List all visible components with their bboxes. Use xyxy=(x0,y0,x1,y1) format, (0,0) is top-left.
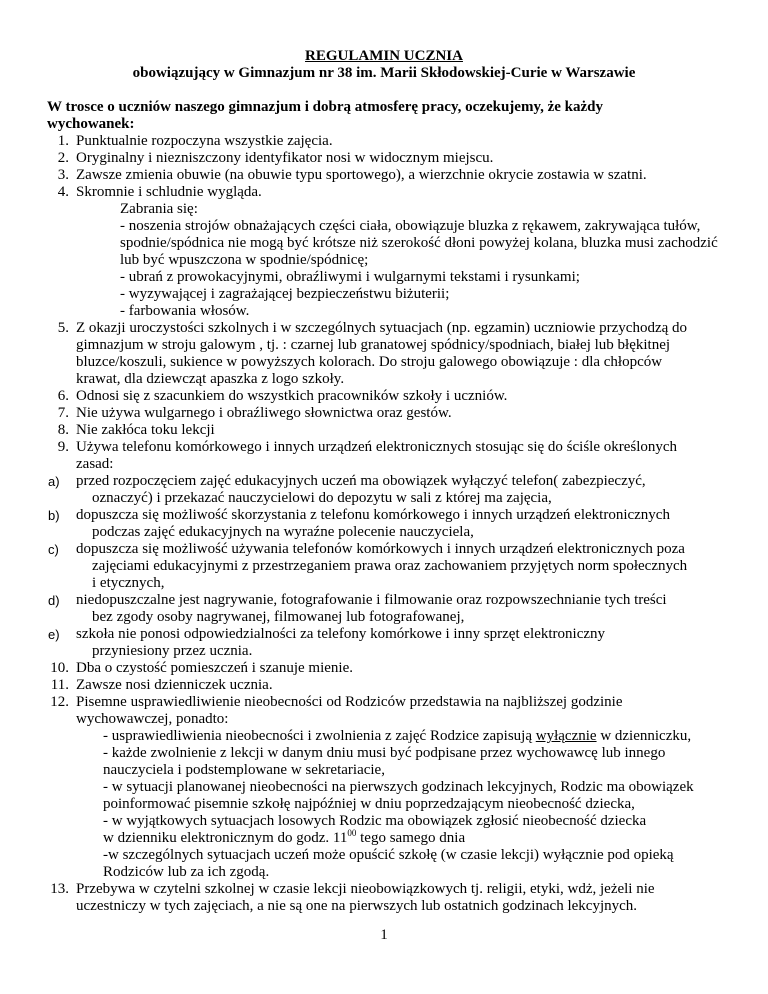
rule-line: bluzce/koszuli, sukience w powyższych kolorach. Do stroju galowego obowiązuje : dla chłopców xyxy=(76,354,663,370)
rule-line: Skromnie i schludnie wygląda. xyxy=(76,184,262,200)
rule-line: przed rozpoczęciem zajęć edukacyjnych uczeń ma obowiązek wyłączyć telefon( zabezpieczyć, xyxy=(76,473,646,489)
rule-line xyxy=(76,830,737,847)
rule-line: Zawsze nosi dzienniczek ucznia. xyxy=(76,677,273,693)
rule-line: nauczyciela i podstemplowane w sekretariacie, xyxy=(103,762,385,778)
rule-line: - w wyjątkowych sytuacjach losowych Rodzic ma obowiązek zgłosić nieobecność dziecka xyxy=(103,813,647,829)
lettered-item xyxy=(48,473,737,507)
rule-line: - w sytuacji planowanej nieobecności na pierwszych godzinach lekcyjnych, Rodzic ma obowiązek xyxy=(103,779,694,795)
rule-line: Używa telefonu komórkowego i innych urządzeń elektronicznych stosując się do ściśle określonych xyxy=(76,439,678,455)
rule-line: Punktualnie rozpoczyna wszystkie zajęcia. xyxy=(76,133,333,149)
rule-item xyxy=(47,133,737,150)
rule-line: szkoła nie ponosi odpowiedzialności za telefony komórkowe i inny sprzęt elektroniczny xyxy=(76,626,606,642)
rule-line: poinformować pisemnie szkołę najpóźniej w dniu poprzedzającym nieobecność dziecka, xyxy=(103,796,635,812)
rule-line: Dba o czystość pomieszczeń i szanuje mienie. xyxy=(76,660,353,676)
rule-line: - każde zwolnienie z lekcji w danym dniu musi być podpisane przez wychowawcę lub innego xyxy=(103,745,666,761)
rule-item xyxy=(47,881,737,915)
rule-line: dopuszcza się możliwość używania telefonów komórkowych i innych urządzeń elektronicznych poza xyxy=(76,541,685,557)
document-title: REGULAMIN UCZNIA xyxy=(305,48,463,64)
rule-number: 7. xyxy=(57,405,69,421)
document-subtitle: obowiązujący w Gimnazjum nr 38 im. Marii Skłodowskiej-Curie w Warszawie xyxy=(132,65,636,81)
rule-line: Z okazji uroczystości szkolnych i w szczególnych sytuacjach (np. egzamin) uczniowie przychodzą do xyxy=(76,320,688,336)
rule-number: 10. xyxy=(50,660,69,676)
rule-line: podczas zajęć edukacyjnych na wyraźne polecenie nauczyciela, xyxy=(92,524,474,540)
rule-line: Oryginalny i niezniszczony identyfikator nosi w widocznym miejscu. xyxy=(76,150,494,166)
superscript: 00 xyxy=(347,828,357,838)
rule-item xyxy=(47,150,737,167)
rule-line: lub być wpuszczona w spodnie/spódnicę; xyxy=(120,252,369,268)
lettered-item xyxy=(48,507,737,541)
page-number: 1 xyxy=(380,927,388,943)
rule-line: bez zgody osoby nagrywanej, filmowanej lub fotografowanej, xyxy=(92,609,465,625)
rule-number: 5. xyxy=(57,320,69,336)
rule-item xyxy=(47,677,737,694)
rule-item xyxy=(47,167,737,184)
lettered-item xyxy=(48,592,737,626)
rule-number: 2. xyxy=(57,150,69,166)
lettered-list xyxy=(48,473,737,660)
rule-item xyxy=(47,184,737,320)
rule-line: - noszenia strojów obnażających części ciała, obowiązuje bluzka z rękawem, zakrywająca tułów, xyxy=(120,218,701,234)
rule-line: dopuszcza się możliwość skorzystania z telefonu komórkowego i innych urządzeń elektronicznych xyxy=(76,507,670,523)
rule-line: krawat, dla dziewcząt apaszka z logo szkoły. xyxy=(76,371,345,387)
rule-line: - farbowania włosów. xyxy=(120,303,250,319)
text-segment: - usprawiedliwienia nieobecności i zwolnienia z zajęć Rodzice zapisują xyxy=(103,728,536,744)
rule-number: 4. xyxy=(57,184,69,200)
letter-label: a) xyxy=(48,474,60,489)
rule-line: oznaczyć) i przekazać nauczycielowi do depozytu w sali z której ma zajęcia, xyxy=(92,490,552,506)
rule-line: Odnosi się z szacunkiem do wszystkich pracowników szkoły i uczniów. xyxy=(76,388,508,404)
rule-number: 6. xyxy=(57,388,69,404)
text-segment: tego samego dnia xyxy=(356,830,466,846)
text-segment: w dzienniku elektronicznym do godz. 11 xyxy=(103,830,348,846)
rule-line: Zabrania się: xyxy=(120,201,198,217)
letter-label: d) xyxy=(48,593,60,608)
rule-number: 9. xyxy=(57,439,69,455)
text-segment: w dzienniczku, xyxy=(596,728,692,744)
rule-number: 1. xyxy=(57,133,69,149)
rule-line: i etycznych, xyxy=(92,575,165,591)
rule-line: zajęciami edukacyjnymi z przestrzeganiem prawa oraz zachowaniem przyjętych norm społecznych xyxy=(92,558,688,574)
underlined-word: wyłącznie xyxy=(535,728,597,744)
rule-number: 12. xyxy=(50,694,69,710)
rule-number: 11. xyxy=(50,677,69,693)
rule-line: Pisemne usprawiedliwienie nieobecności od Rodziców przedstawia na najbliższej godzinie xyxy=(76,694,623,710)
rule-item xyxy=(47,320,737,388)
rule-item xyxy=(47,422,737,439)
letter-label: b) xyxy=(48,508,60,523)
rule-line: Przebywa w czytelni szkolnej w czasie lekcji nieobowiązkowych tj. religii, etyki, wdż, jeżeli nie xyxy=(76,881,655,897)
rule-item xyxy=(47,694,737,881)
rule-line: spodnie/spódnica nie mogą być krótsze niż szerokość dłoni powyżej kolana, bluzka musi zachodzić xyxy=(120,235,718,251)
rule-line: niedopuszczalne jest nagrywanie, fotografowanie i filmowanie oraz rozpowszechnianie tych treści xyxy=(76,592,667,608)
rule-number: 3. xyxy=(57,167,69,183)
lettered-item xyxy=(48,541,737,592)
rule-line: -w szczególnych sytuacjach uczeń może opuścić szkołę (w czasie lekcji) wyłącznie pod opieką xyxy=(103,847,674,863)
rule-line: Rodziców lub za ich zgodą. xyxy=(103,864,270,880)
rule-line xyxy=(76,728,737,745)
rule-line: - wyzywającej i zagrażającej bezpieczeństwu biżuterii; xyxy=(120,286,450,302)
rule-item xyxy=(47,439,737,660)
rule-number: 8. xyxy=(57,422,69,438)
rule-item xyxy=(47,388,737,405)
intro-paragraph: W trosce o uczniów naszego gimnazjum i dobrą atmosferę pracy, oczekujemy, że każdy wychowanek: xyxy=(47,99,604,132)
rule-item xyxy=(47,405,737,422)
rule-line: przyniesiony przez ucznia. xyxy=(92,643,253,659)
rule-line: Nie używa wulgarnego i obraźliwego słownictwa oraz gestów. xyxy=(76,405,452,421)
rule-line: - ubrań z prowokacyjnymi, obraźliwymi i wulgarnymi tekstami i rysunkami; xyxy=(120,269,580,285)
rule-item xyxy=(47,660,737,677)
letter-label: c) xyxy=(48,542,59,557)
rule-line: Nie zakłóca toku lekcji xyxy=(76,422,215,438)
rule-line: gimnazjum w stroju galowym , tj. : czarnej lub granatowej spódnicy/spodniach, białej lub błękitnej xyxy=(76,337,671,353)
rule-number: 13. xyxy=(50,881,69,897)
letter-label: e) xyxy=(48,627,60,642)
rule-line: Zawsze zmienia obuwie (na obuwie typu sportowego), a wierzchnie okrycie zostawia w szatni. xyxy=(76,167,647,183)
rule-line: uczestniczy w tych zajęciach, a nie są one na pierwszych lub ostatnich godzinach lekcyjnych. xyxy=(76,898,638,914)
lettered-item xyxy=(48,626,737,660)
rule-line: zasad: xyxy=(76,456,114,472)
rule-line: wychowawczej, ponadto: xyxy=(76,711,229,727)
rules-list xyxy=(47,133,737,915)
